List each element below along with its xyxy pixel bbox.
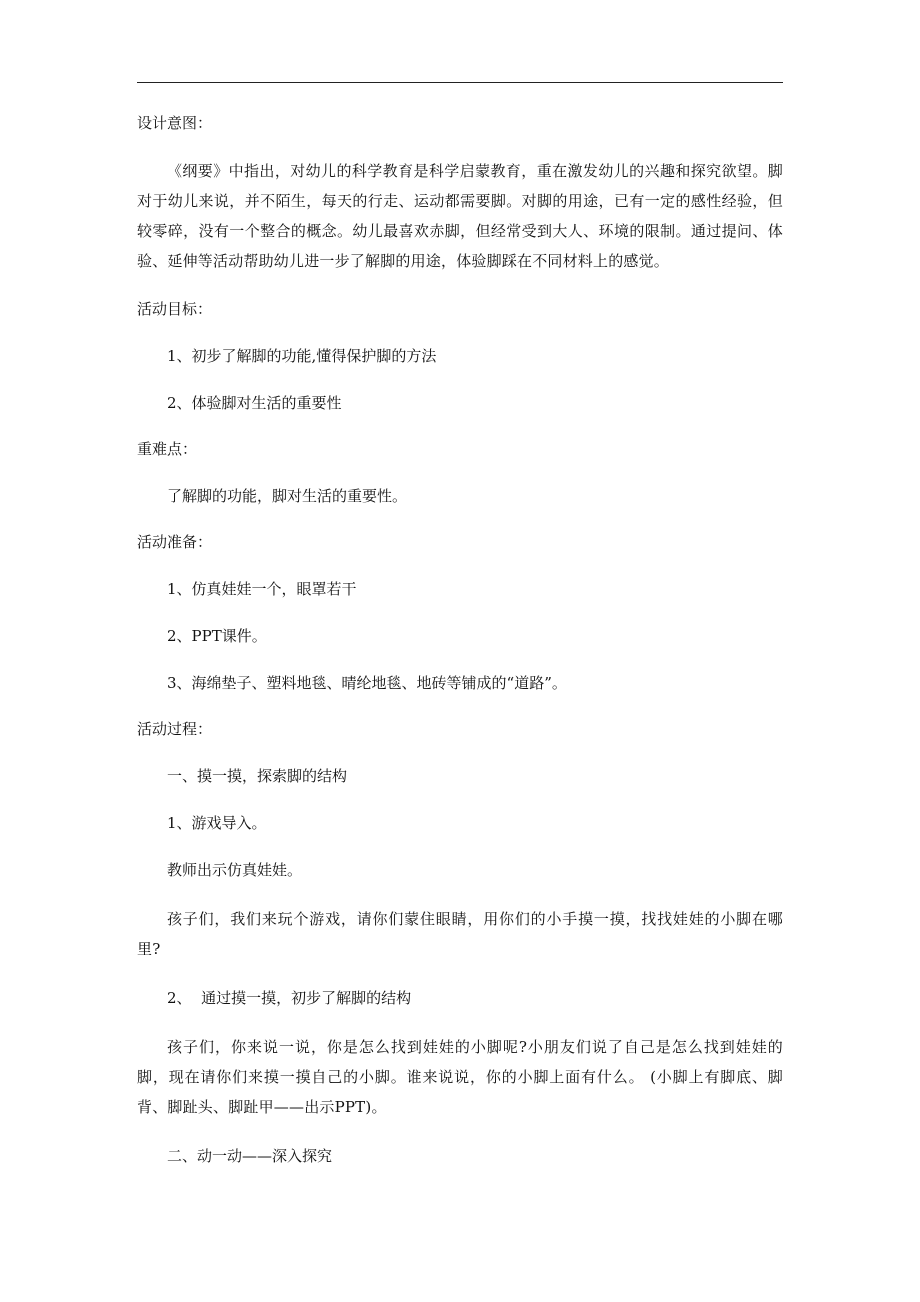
prep-item-2: 2、PPT课件。 [167, 627, 267, 645]
goal-item-2: 2、体验脚对生活的重要性 [167, 394, 342, 412]
key-points-heading: 重难点： [137, 440, 198, 458]
step-1-sub-2-dialog: 孩子们，你来说一说，你是怎么找到娃娃的小脚呢?小朋友们说了自己是怎么找到娃娃的脚，现在请你们来摸一摸自己的小脚。谁来说说，你的小脚上面有什么。 (小脚上有脚底、脚背、脚趾头、脚趾甲——出示PPT)。 [137, 1038, 783, 1116]
design-intent-paragraph: 《纲要》中指出，对幼儿的科学教育是科学启蒙教育，重在激发幼儿的兴趣和探究欲望。脚对于幼儿来说，并不陌生，每天的行走、运动都需要脚。对脚的用途，已有一定的感性经验，但较零碎，没有一个整合的概念。幼儿最喜欢赤脚，但经常受到大人、环境的限制。通过提问、体验、延伸等活动帮助幼儿进一步了解脚的用途，体验脚踩在不同材料上的感觉。 [137, 162, 783, 270]
process-heading: 活动过程： [137, 720, 213, 738]
prep-item-3: 3、海绵垫子、塑料地毯、晴纶地毯、地砖等铺成的“道路”。 [167, 674, 567, 692]
key-points-text: 了解脚的功能，脚对生活的重要性。 [167, 487, 408, 505]
prep-heading: 活动准备： [137, 533, 213, 551]
step-1-sub-1: 1、游戏导入。 [167, 814, 267, 832]
step-1-sub-1-dialog: 孩子们，我们来玩个游戏，请你们蒙住眼睛，用你们的小手摸一摸，找找娃娃的小脚在哪里? [137, 910, 783, 958]
document-body [137, 110, 783, 1169]
step-2-title: 二、动一动——深入探究 [167, 1147, 333, 1165]
goal-item-1: 1、初步了解脚的功能,懂得保护脚的方法 [167, 347, 437, 365]
goals-heading: 活动目标： [137, 300, 213, 318]
step-1-sub-2: 2、 通过摸一摸，初步了解脚的结构 [167, 989, 412, 1007]
prep-item-1: 1、仿真娃娃一个，眼罩若干 [167, 580, 357, 598]
header-rule [137, 82, 783, 83]
design-intent-heading: 设计意图： [137, 114, 213, 132]
step-1-title: 一、摸一摸，探索脚的结构 [167, 767, 348, 785]
step-1-sub-1-text: 教师出示仿真娃娃。 [167, 861, 303, 879]
